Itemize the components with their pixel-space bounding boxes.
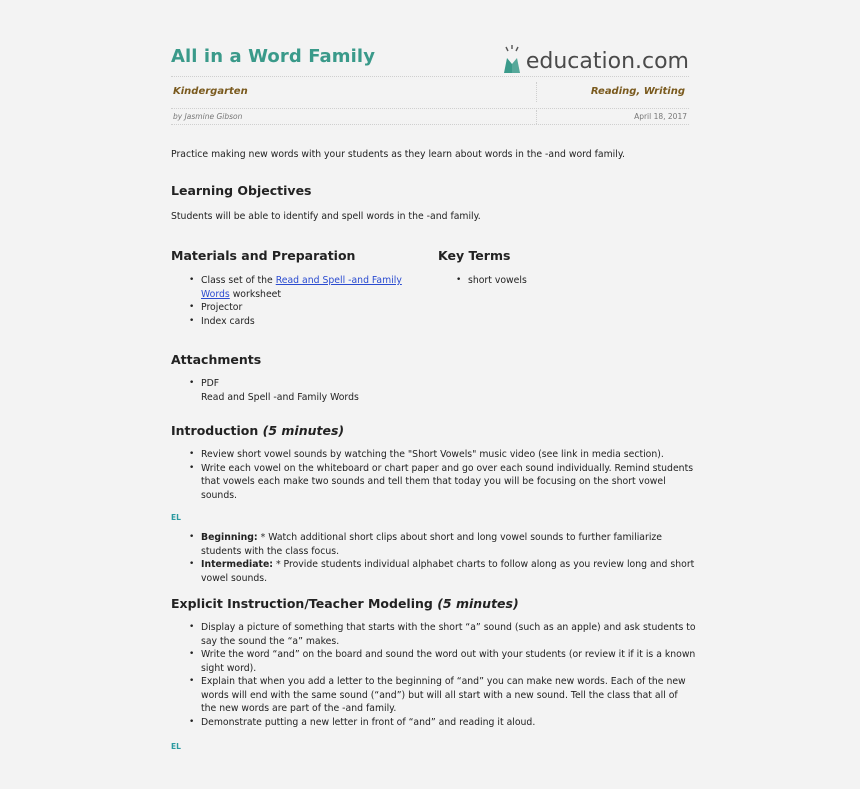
grade-label: Kindergarten: [173, 86, 248, 97]
list-item: • Display a picture of something that starts with the short “a” sound (such as an apple) and ask students to say the sound the “a” makes.: [171, 621, 701, 648]
list-item: • short vowels: [438, 274, 688, 288]
subjects-label: Reading, Writing: [590, 86, 685, 97]
key-terms-heading: Key Terms: [438, 248, 511, 263]
divider: [171, 124, 689, 125]
key-terms-list: [438, 274, 688, 288]
attachments-list: [171, 377, 571, 404]
explicit-list: [171, 621, 701, 729]
list-item: • Write each vowel on the whiteboard or chart paper and go over each sound individually. Remind students that vowels each make two sounds and tell them that today you will be focusing on the short vowel sounds.: [171, 462, 701, 503]
attachment-type: PDF: [201, 378, 220, 389]
worksheet-link[interactable]: Read and Spell -and Family: [275, 275, 402, 286]
divider: [171, 108, 689, 109]
list-item: • Write the word “and” on the board and sound the word out with your students (or review it if it is a known sight word).: [171, 648, 701, 675]
intro-text: Practice making new words with your students as they learn about words in the -and word family.: [171, 149, 625, 160]
education-logo[interactable]: [502, 40, 689, 74]
book-reader-icon: [502, 44, 524, 74]
list-item: • Intermediate: * Provide students individual alphabet charts to follow along as you review long and short vowel sounds.: [171, 558, 701, 585]
introduction-list: [171, 448, 701, 502]
list-item: • Review short vowel sounds by watching the "Short Vowels" music video (see link in media section).: [171, 448, 701, 462]
logo-text: education.com: [525, 49, 689, 74]
attachments-heading: Attachments: [171, 352, 262, 367]
divider: [171, 76, 689, 77]
worksheet-link[interactable]: Words: [201, 288, 230, 300]
objectives-heading: Learning Objectives: [171, 183, 312, 198]
lesson-title: All in a Word Family: [171, 46, 376, 67]
objectives-text: Students will be able to identify and spell words in the -and family.: [171, 211, 481, 222]
el-label: EL: [171, 742, 181, 751]
materials-heading: Materials and Preparation: [171, 248, 356, 263]
meta-row: [171, 86, 689, 102]
introduction-heading: Introduction (5 minutes): [171, 423, 345, 438]
list-item: • Explain that when you add a letter to the beginning of “and” you can make new words. Each of the new words will end with the same sound (“and”) but will all start with a new sound. Tell the class that all of the new words are part of the -and family.: [171, 675, 701, 716]
materials-list: [171, 274, 431, 328]
list-item: • Beginning: * Watch additional short clips about short and long vowel sounds to further familiarize students with the class focus.: [171, 531, 701, 558]
divider: [536, 110, 537, 124]
author: by Jasmine Gibson: [173, 112, 243, 121]
el-label: EL: [171, 513, 181, 522]
explicit-heading: Explicit Instruction/Teacher Modeling (5 minutes): [171, 596, 519, 611]
list-item: • Index cards: [171, 315, 431, 329]
list-item: • Class set of the Read and Spell -and Family Words worksheet: [171, 274, 431, 301]
attachment-item[interactable]: [171, 377, 571, 404]
list-item: • Projector: [171, 301, 431, 315]
list-item: • Demonstrate putting a new letter in front of “and” and reading it aloud.: [171, 716, 701, 730]
divider: [536, 82, 537, 102]
attachment-name: Read and Spell -and Family Words: [201, 391, 359, 403]
el-list: [171, 531, 701, 585]
date: April 18, 2017: [634, 112, 687, 121]
